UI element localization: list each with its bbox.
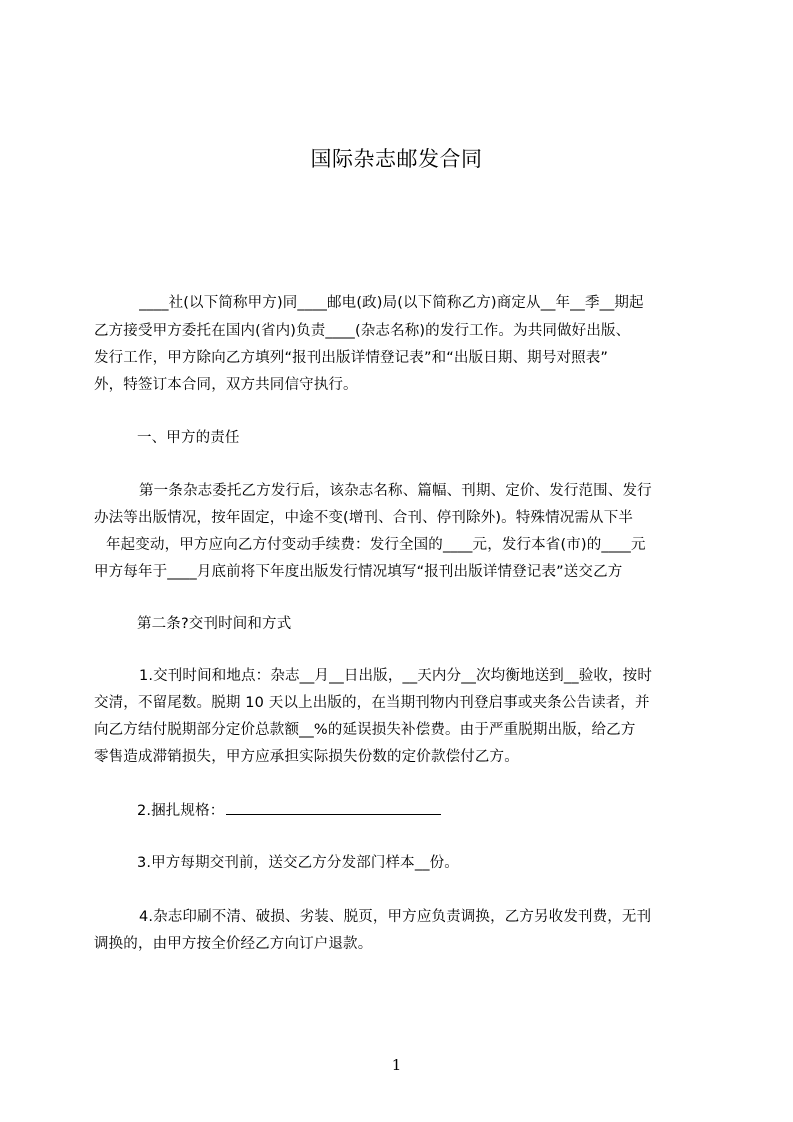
item1-line-1: 1.交刊时间和地点：杂志__月__日出版，__天内分__次均衡地送到__验收，按时	[139, 668, 652, 684]
item2-label: 2.捆扎规格：	[137, 803, 225, 819]
article1-line-3: 年起变动，甲方应向乙方付变动手续费：发行全国的____元，发行本省(市)的____元	[106, 537, 646, 553]
article2-heading: 第二条?交刊时间和方式	[137, 616, 292, 632]
item2-line	[137, 799, 441, 820]
article1-line-1: 第一条杂志委托乙方发行后，该杂志名称、篇幅、刊期、定价、发行范围、发行	[139, 483, 652, 499]
intro-line-3: 发行工作，甲方除向乙方填列“报刊出版详情登记表”和“出版日期、期号对照表”	[94, 350, 609, 366]
binding-spec-blank	[226, 800, 441, 815]
article1-line-2: 办法等出版情况，按年固定，中途不变(增刊、合刊、停刊除外)。特殊情况需从下半	[94, 510, 634, 526]
article1-line-4: 甲方每年于____月底前将下年度出版发行情况填写“报刊出版详情登记表”送交乙方	[94, 564, 623, 580]
item1-line-2: 交清，不留尾数。脱期 10 天以上出版的，在当期刊物内刊登启事或夹条公告读者，并	[94, 695, 650, 711]
intro-line-2: 乙方接受甲方委托在国内(省内)负责____(杂志名称)的发行工作。为共同做好出版、	[94, 323, 631, 339]
item4-line-2: 调换的，由甲方按全价经乙方向订户退款。	[94, 936, 373, 952]
intro-line-4: 外，特签订本合同，双方共同信守执行。	[94, 377, 358, 393]
section-heading: 一、甲方的责任	[137, 430, 240, 446]
page-number: 1	[391, 1056, 402, 1074]
intro-line-1: ____社(以下简称甲方)同____邮电(政)局(以下简称乙方)商定从__年__季__期起	[139, 295, 644, 311]
item4-line-1: 4.杂志印刷不清、破损、劣装、脱页，甲方应负责调换，乙方另收发刊费，无刊	[139, 909, 652, 925]
document-title: 国际杂志邮发合同	[310, 147, 483, 171]
item1-line-4: 零售造成滞销损失，甲方应承担实际损失份数的定价款偿付乙方。	[94, 749, 519, 765]
item3-line: 3.甲方每期交刊前，送交乙方分发部门样本__份。	[137, 855, 459, 871]
item1-line-3: 向乙方结付脱期部分定价总款额__%的延误损失补偿费。由于严重脱期出版，给乙方	[94, 722, 636, 738]
